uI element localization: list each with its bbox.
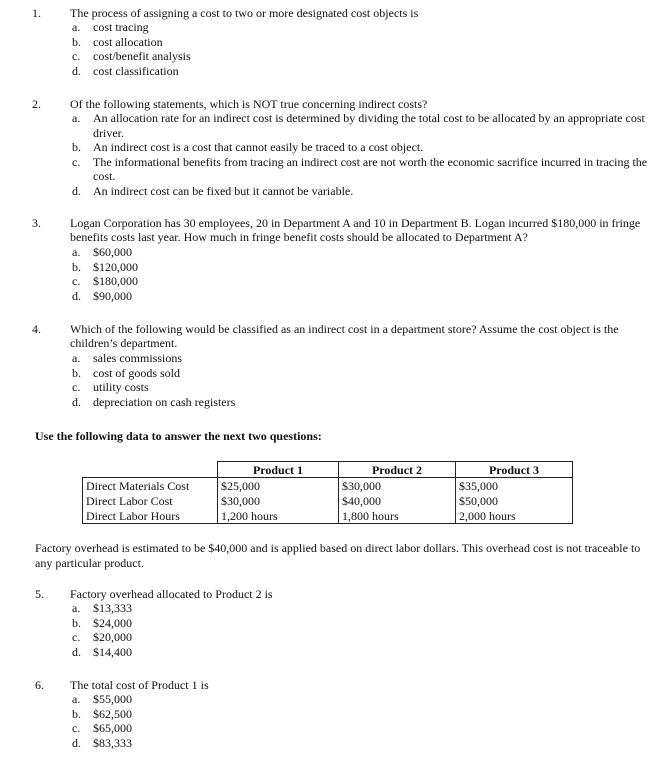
- table-corner: [83, 462, 218, 478]
- option-letter: d.: [72, 63, 81, 78]
- option-text: $24,000: [93, 615, 132, 630]
- question-text: Of the following statements, which is NOT true concerning indirect costs?: [70, 97, 428, 111]
- option-text: $55,000: [93, 692, 132, 706]
- option-a[interactable]: [70, 601, 655, 616]
- option-text: $120,000: [93, 259, 138, 274]
- row-label: Direct Materials Cost: [83, 478, 218, 494]
- table-cell: $25,000: [218, 478, 339, 494]
- question-text: The total cost of Product 1 is: [70, 678, 209, 692]
- option-letter: b.: [72, 259, 81, 274]
- table-cell: $40,000: [339, 493, 456, 508]
- option-c[interactable]: [70, 155, 655, 184]
- question-number: 1.: [32, 6, 41, 20]
- option-letter: d.: [72, 644, 81, 659]
- option-letter: a.: [72, 601, 81, 615]
- option-text: $13,333: [93, 601, 132, 615]
- option-c[interactable]: [70, 630, 655, 645]
- option-letter: b.: [72, 365, 81, 380]
- option-text: $83,333: [93, 735, 132, 750]
- option-text: sales commissions: [93, 351, 182, 365]
- question-text: Logan Corporation has 30 employees, 20 in Department A and 10 in Department B. Logan incurred $180,000 in fringe benefits costs last year. How much in fringe benefit costs should be allocated to Department A?: [70, 216, 641, 244]
- option-d[interactable]: [70, 289, 655, 304]
- option-letter: a.: [72, 351, 81, 365]
- question-text: Which of the following would be classified as an indirect cost in a department store? Assume the cost object is the children’s department.: [70, 322, 619, 350]
- option-letter: b.: [72, 706, 81, 721]
- option-d[interactable]: [70, 645, 655, 660]
- question-number: 6.: [35, 678, 44, 692]
- option-letter: a.: [72, 111, 81, 125]
- row-label: Direct Labor Cost: [83, 493, 218, 508]
- option-text: cost tracing: [93, 20, 149, 34]
- option-d[interactable]: [70, 64, 655, 79]
- option-a[interactable]: [70, 245, 655, 260]
- option-b[interactable]: [70, 140, 655, 155]
- option-text: $65,000: [93, 721, 132, 736]
- table-cell: 1,800 hours: [339, 508, 456, 524]
- option-a[interactable]: [70, 351, 655, 366]
- option-text: utility costs: [93, 380, 149, 395]
- option-letter: c.: [72, 380, 81, 395]
- option-text: $180,000: [93, 274, 138, 289]
- option-d[interactable]: [70, 736, 655, 751]
- option-c[interactable]: [70, 274, 655, 289]
- option-letter: b.: [72, 615, 81, 630]
- option-letter: a.: [72, 20, 81, 34]
- option-text: cost/benefit analysis: [93, 49, 191, 64]
- answer-options: [70, 111, 655, 199]
- option-c[interactable]: [70, 721, 655, 736]
- option-text: An indirect cost is a cost that cannot easily be traced to a cost object.: [93, 140, 424, 155]
- answer-options: [70, 245, 655, 303]
- option-letter: d.: [72, 394, 81, 409]
- table-header-row: [83, 462, 573, 478]
- option-b[interactable]: [70, 366, 655, 381]
- option-text: cost classification: [93, 63, 179, 78]
- option-text: $60,000: [93, 245, 132, 259]
- option-text: $20,000: [93, 630, 132, 645]
- option-text: $62,500: [93, 706, 132, 721]
- question-text: Factory overhead allocated to Product 2 is: [70, 587, 273, 601]
- option-letter: c.: [72, 721, 81, 736]
- option-text: The informational benefits from tracing an indirect cost are not worth the economic sacrifice incurred in tracing the cost.: [93, 154, 648, 184]
- option-d[interactable]: [70, 395, 655, 410]
- column-header-product-3: Product 3: [456, 462, 573, 478]
- table-cell: 1,200 hours: [218, 508, 339, 524]
- table-cell: 2,000 hours: [456, 508, 573, 524]
- option-b[interactable]: [70, 260, 655, 275]
- question-number: 2.: [32, 97, 41, 111]
- option-c[interactable]: [70, 49, 655, 64]
- option-letter: c.: [72, 274, 81, 289]
- overhead-note: Factory overhead is estimated to be $40,000 and is applied based on direct labor dollars. This overhead cost is not traceable to any particular product.: [35, 541, 641, 570]
- answer-options: [70, 20, 655, 78]
- option-letter: d.: [72, 288, 81, 303]
- table-row: [83, 508, 573, 524]
- option-d[interactable]: [70, 184, 655, 199]
- option-letter: b.: [72, 34, 81, 49]
- table-row: [83, 478, 573, 494]
- option-b[interactable]: [70, 707, 655, 722]
- question-number: 5.: [35, 587, 44, 601]
- option-a[interactable]: [70, 692, 655, 707]
- option-letter: c.: [72, 49, 81, 64]
- option-text: $90,000: [93, 288, 132, 303]
- option-a[interactable]: [70, 111, 655, 140]
- table-cell: $30,000: [218, 493, 339, 508]
- column-header-product-1: Product 1: [218, 462, 339, 478]
- option-text: An allocation rate for an indirect cost is determined by dividing the total cost to be allocated by an appropriate cost driver.: [93, 111, 645, 140]
- option-text: $14,400: [93, 644, 132, 659]
- answer-options: [70, 351, 655, 409]
- answer-options: [70, 692, 655, 750]
- data-intro-heading: Use the following data to answer the next two questions:: [35, 429, 322, 443]
- table-cell: $30,000: [339, 478, 456, 494]
- option-text: depreciation on cash registers: [93, 394, 236, 409]
- option-letter: c.: [72, 154, 81, 169]
- option-letter: d.: [72, 735, 81, 750]
- question-number: 4.: [32, 322, 41, 336]
- option-letter: c.: [72, 630, 81, 645]
- option-text: An indirect cost can be fixed but it cannot be variable.: [93, 183, 354, 198]
- answer-options: [70, 601, 655, 659]
- row-label: Direct Labor Hours: [83, 508, 218, 524]
- table-cell: $50,000: [456, 493, 573, 508]
- product-cost-table: [82, 461, 573, 524]
- column-header-product-2: Product 2: [339, 462, 456, 478]
- table-row: [83, 493, 573, 508]
- option-letter: a.: [72, 245, 81, 259]
- option-letter: a.: [72, 692, 81, 706]
- option-c[interactable]: [70, 380, 655, 395]
- option-text: cost allocation: [93, 34, 163, 49]
- question-text: The process of assigning a cost to two or more designated cost objects is: [70, 6, 419, 20]
- table-cell: $35,000: [456, 478, 573, 494]
- option-text: cost of goods sold: [93, 365, 180, 380]
- option-b[interactable]: [70, 35, 655, 50]
- option-letter: b.: [72, 140, 81, 155]
- option-b[interactable]: [70, 616, 655, 631]
- option-letter: d.: [72, 183, 81, 198]
- question-number: 3.: [32, 216, 41, 230]
- option-a[interactable]: [70, 20, 655, 35]
